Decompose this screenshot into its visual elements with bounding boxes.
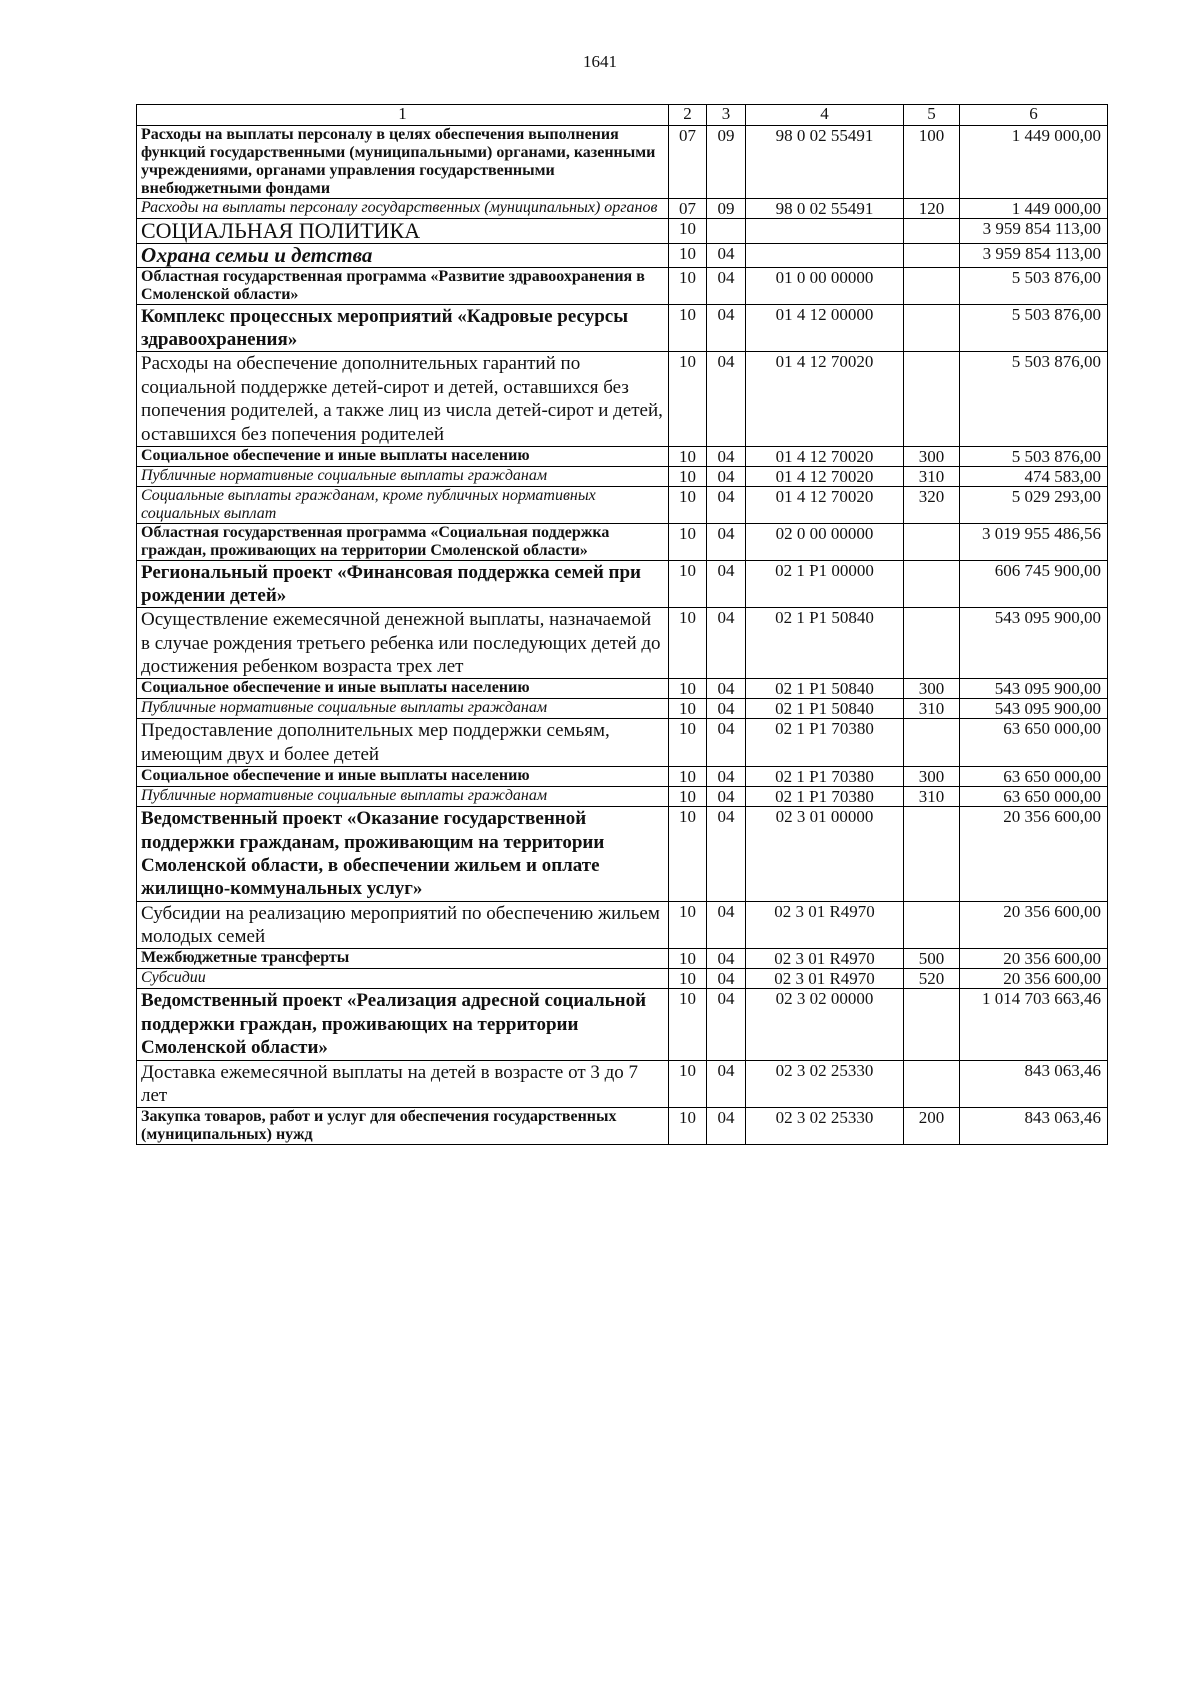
subsection-code: 09	[707, 126, 746, 199]
amount: 63 650 000,00	[960, 767, 1108, 787]
section-code: 07	[669, 126, 707, 199]
table-row	[137, 198, 1108, 218]
expense-item-name: Областная государственная программа «Развитие здравоохранения в Смоленской области»	[137, 267, 669, 304]
section-code: 10	[669, 523, 707, 560]
subsection-code: 04	[707, 989, 746, 1060]
amount: 3 959 854 113,00	[960, 243, 1108, 267]
section-code: 10	[669, 949, 707, 969]
subsection-code: 04	[707, 679, 746, 699]
expense-type-code: 200	[904, 1108, 960, 1145]
expense-item-name: Областная государственная программа «Социальная поддержка граждан, проживающих на территории Смоленской области»	[137, 523, 669, 560]
table-row	[137, 719, 1108, 767]
table-row	[137, 304, 1108, 352]
table-row	[137, 1108, 1108, 1145]
section-code: 10	[669, 466, 707, 486]
amount: 5 503 876,00	[960, 267, 1108, 304]
amount: 1 014 703 663,46	[960, 989, 1108, 1060]
target-article-code: 02 1 P1 70380	[746, 767, 904, 787]
amount: 63 650 000,00	[960, 719, 1108, 767]
section-code: 10	[669, 787, 707, 807]
amount: 843 063,46	[960, 1108, 1108, 1145]
expense-item-name: Публичные нормативные социальные выплаты гражданам	[137, 466, 669, 486]
column-number: 1	[137, 105, 669, 126]
expense-type-code	[904, 989, 960, 1060]
section-code: 10	[669, 767, 707, 787]
expense-type-code	[904, 1060, 960, 1108]
expense-item-name: Социальное обеспечение и иные выплаты населению	[137, 446, 669, 466]
target-article-code: 02 3 01 R4970	[746, 969, 904, 989]
subsection-code: 04	[707, 446, 746, 466]
target-article-code: 02 3 02 25330	[746, 1108, 904, 1145]
table-row	[137, 486, 1108, 523]
section-code: 10	[669, 969, 707, 989]
subsection-code: 09	[707, 198, 746, 218]
expense-item-name: Расходы на обеспечение дополнительных гарантий по социальной поддержке детей-сирот и детей, оставшихся без попечения родителей, а также лиц из числа детей-сирот и детей, оставшихся без попечения родителей	[137, 352, 669, 446]
table-row	[137, 767, 1108, 787]
expense-item-name: СОЦИАЛЬНАЯ ПОЛИТИКА	[137, 218, 669, 243]
expense-type-code	[904, 807, 960, 901]
column-number-row	[137, 105, 1108, 126]
subsection-code	[707, 218, 746, 243]
expense-type-code	[904, 243, 960, 267]
section-code: 10	[669, 901, 707, 949]
section-code: 10	[669, 608, 707, 679]
column-number: 6	[960, 105, 1108, 126]
expense-item-name: Публичные нормативные социальные выплаты гражданам	[137, 787, 669, 807]
target-article-code: 01 0 00 00000	[746, 267, 904, 304]
amount: 606 745 900,00	[960, 560, 1108, 608]
section-code: 07	[669, 198, 707, 218]
subsection-code: 04	[707, 1108, 746, 1145]
expense-item-name: Межбюджетные трансферты	[137, 949, 669, 969]
subsection-code: 04	[707, 608, 746, 679]
section-code: 10	[669, 352, 707, 446]
target-article-code: 98 0 02 55491	[746, 126, 904, 199]
expense-item-name: Субсидии	[137, 969, 669, 989]
budget-table	[136, 104, 1108, 1145]
target-article-code: 02 3 02 00000	[746, 989, 904, 1060]
expense-item-name: Ведомственный проект «Оказание государственной поддержки гражданам, проживающим на территории Смоленской области, в обеспечении жильем и оплате жилищно-коммунальных услуг»	[137, 807, 669, 901]
expense-type-code	[904, 523, 960, 560]
amount: 543 095 900,00	[960, 608, 1108, 679]
expense-type-code	[904, 218, 960, 243]
expense-item-name: Социальные выплаты гражданам, кроме публичных нормативных социальных выплат	[137, 486, 669, 523]
expense-type-code: 300	[904, 446, 960, 466]
subsection-code: 04	[707, 560, 746, 608]
expense-type-code: 310	[904, 699, 960, 719]
section-code: 10	[669, 1060, 707, 1108]
table-row	[137, 699, 1108, 719]
table-row	[137, 446, 1108, 466]
table-row	[137, 466, 1108, 486]
target-article-code: 02 1 P1 00000	[746, 560, 904, 608]
expense-type-code	[904, 719, 960, 767]
expense-type-code: 120	[904, 198, 960, 218]
target-article-code: 02 1 P1 50840	[746, 679, 904, 699]
subsection-code: 04	[707, 243, 746, 267]
expense-type-code	[904, 267, 960, 304]
table-row	[137, 243, 1108, 267]
section-code: 10	[669, 218, 707, 243]
expense-item-name: Расходы на выплаты персоналу государственных (муниципальных) органов	[137, 198, 669, 218]
expense-item-name: Расходы на выплаты персоналу в целях обеспечения выполнения функций государственными (муниципальными) органами, казенными учреждениями, органами управления государственными внебюджетными фондами	[137, 126, 669, 199]
table-row	[137, 560, 1108, 608]
amount: 20 356 600,00	[960, 901, 1108, 949]
target-article-code: 02 3 01 00000	[746, 807, 904, 901]
target-article-code: 98 0 02 55491	[746, 198, 904, 218]
amount: 20 356 600,00	[960, 949, 1108, 969]
expense-type-code: 300	[904, 767, 960, 787]
amount: 3 959 854 113,00	[960, 218, 1108, 243]
subsection-code: 04	[707, 807, 746, 901]
expense-type-code: 300	[904, 679, 960, 699]
amount: 5 503 876,00	[960, 446, 1108, 466]
subsection-code: 04	[707, 352, 746, 446]
target-article-code: 02 3 01 R4970	[746, 949, 904, 969]
target-article-code: 01 4 12 70020	[746, 486, 904, 523]
expense-item-name: Субсидии на реализацию мероприятий по обеспечению жильем молодых семей	[137, 901, 669, 949]
subsection-code: 04	[707, 1060, 746, 1108]
target-article-code: 02 1 P1 50840	[746, 608, 904, 679]
expense-type-code	[904, 901, 960, 949]
table-row	[137, 267, 1108, 304]
amount: 843 063,46	[960, 1060, 1108, 1108]
expense-item-name: Комплекс процессных мероприятий «Кадровые ресурсы здравоохранения»	[137, 304, 669, 352]
section-code: 10	[669, 560, 707, 608]
subsection-code: 04	[707, 719, 746, 767]
section-code: 10	[669, 679, 707, 699]
column-number: 4	[746, 105, 904, 126]
amount: 5 029 293,00	[960, 486, 1108, 523]
expense-item-name: Предоставление дополнительных мер поддержки семьям, имеющим двух и более детей	[137, 719, 669, 767]
expense-type-code: 320	[904, 486, 960, 523]
target-article-code: 02 0 00 00000	[746, 523, 904, 560]
section-code: 10	[669, 719, 707, 767]
amount: 20 356 600,00	[960, 969, 1108, 989]
expense-type-code: 520	[904, 969, 960, 989]
amount: 1 449 000,00	[960, 198, 1108, 218]
subsection-code: 04	[707, 523, 746, 560]
table-row	[137, 807, 1108, 901]
table-row	[137, 969, 1108, 989]
expense-type-code: 310	[904, 787, 960, 807]
table-row	[137, 1060, 1108, 1108]
table-row	[137, 679, 1108, 699]
table-row	[137, 949, 1108, 969]
table-row	[137, 126, 1108, 199]
table-row	[137, 989, 1108, 1060]
amount: 20 356 600,00	[960, 807, 1108, 901]
target-article-code	[746, 243, 904, 267]
target-article-code: 01 4 12 70020	[746, 446, 904, 466]
amount: 3 019 955 486,56	[960, 523, 1108, 560]
section-code: 10	[669, 267, 707, 304]
section-code: 10	[669, 807, 707, 901]
expense-item-name: Охрана семьи и детства	[137, 243, 669, 267]
expense-type-code	[904, 352, 960, 446]
table-row	[137, 352, 1108, 446]
expense-item-name: Публичные нормативные социальные выплаты гражданам	[137, 699, 669, 719]
subsection-code: 04	[707, 304, 746, 352]
section-code: 10	[669, 486, 707, 523]
amount: 5 503 876,00	[960, 352, 1108, 446]
expense-item-name: Региональный проект «Финансовая поддержка семей при рождении детей»	[137, 560, 669, 608]
subsection-code: 04	[707, 267, 746, 304]
budget-table-body	[137, 105, 1108, 1145]
amount: 474 583,00	[960, 466, 1108, 486]
amount: 63 650 000,00	[960, 787, 1108, 807]
section-code: 10	[669, 989, 707, 1060]
expense-type-code	[904, 560, 960, 608]
table-row	[137, 608, 1108, 679]
table-row	[137, 787, 1108, 807]
expense-item-name: Осуществление ежемесячной денежной выплаты, назначаемой в случае рождения третьего ребенка или последующих детей до достижения ребенком возраста трех лет	[137, 608, 669, 679]
subsection-code: 04	[707, 486, 746, 523]
target-article-code: 01 4 12 70020	[746, 466, 904, 486]
expense-type-code	[904, 304, 960, 352]
amount: 5 503 876,00	[960, 304, 1108, 352]
subsection-code: 04	[707, 787, 746, 807]
subsection-code: 04	[707, 466, 746, 486]
expense-item-name: Ведомственный проект «Реализация адресной социальной поддержки граждан, проживающих на территории Смоленской области»	[137, 989, 669, 1060]
target-article-code: 02 1 P1 70380	[746, 719, 904, 767]
subsection-code: 04	[707, 699, 746, 719]
section-code: 10	[669, 243, 707, 267]
subsection-code: 04	[707, 969, 746, 989]
expense-item-name: Социальное обеспечение и иные выплаты населению	[137, 767, 669, 787]
subsection-code: 04	[707, 949, 746, 969]
amount: 543 095 900,00	[960, 699, 1108, 719]
column-number: 2	[669, 105, 707, 126]
subsection-code: 04	[707, 767, 746, 787]
column-number: 5	[904, 105, 960, 126]
section-code: 10	[669, 446, 707, 466]
table-row	[137, 523, 1108, 560]
target-article-code: 02 3 02 25330	[746, 1060, 904, 1108]
expense-type-code: 500	[904, 949, 960, 969]
amount: 1 449 000,00	[960, 126, 1108, 199]
target-article-code: 01 4 12 00000	[746, 304, 904, 352]
expense-type-code	[904, 608, 960, 679]
target-article-code: 02 1 P1 50840	[746, 699, 904, 719]
table-row	[137, 901, 1108, 949]
expense-type-code: 310	[904, 466, 960, 486]
section-code: 10	[669, 304, 707, 352]
section-code: 10	[669, 1108, 707, 1145]
table-row	[137, 218, 1108, 243]
target-article-code	[746, 218, 904, 243]
expense-item-name: Закупка товаров, работ и услуг для обеспечения государственных (муниципальных) нужд	[137, 1108, 669, 1145]
amount: 543 095 900,00	[960, 679, 1108, 699]
section-code: 10	[669, 699, 707, 719]
target-article-code: 01 4 12 70020	[746, 352, 904, 446]
target-article-code: 02 1 P1 70380	[746, 787, 904, 807]
column-number: 3	[707, 105, 746, 126]
expense-item-name: Доставка ежемесячной выплаты на детей в возрасте от 3 до 7 лет	[137, 1060, 669, 1108]
page-number: 1641	[583, 52, 617, 71]
expense-type-code: 100	[904, 126, 960, 199]
expense-item-name: Социальное обеспечение и иные выплаты населению	[137, 679, 669, 699]
target-article-code: 02 3 01 R4970	[746, 901, 904, 949]
subsection-code: 04	[707, 901, 746, 949]
